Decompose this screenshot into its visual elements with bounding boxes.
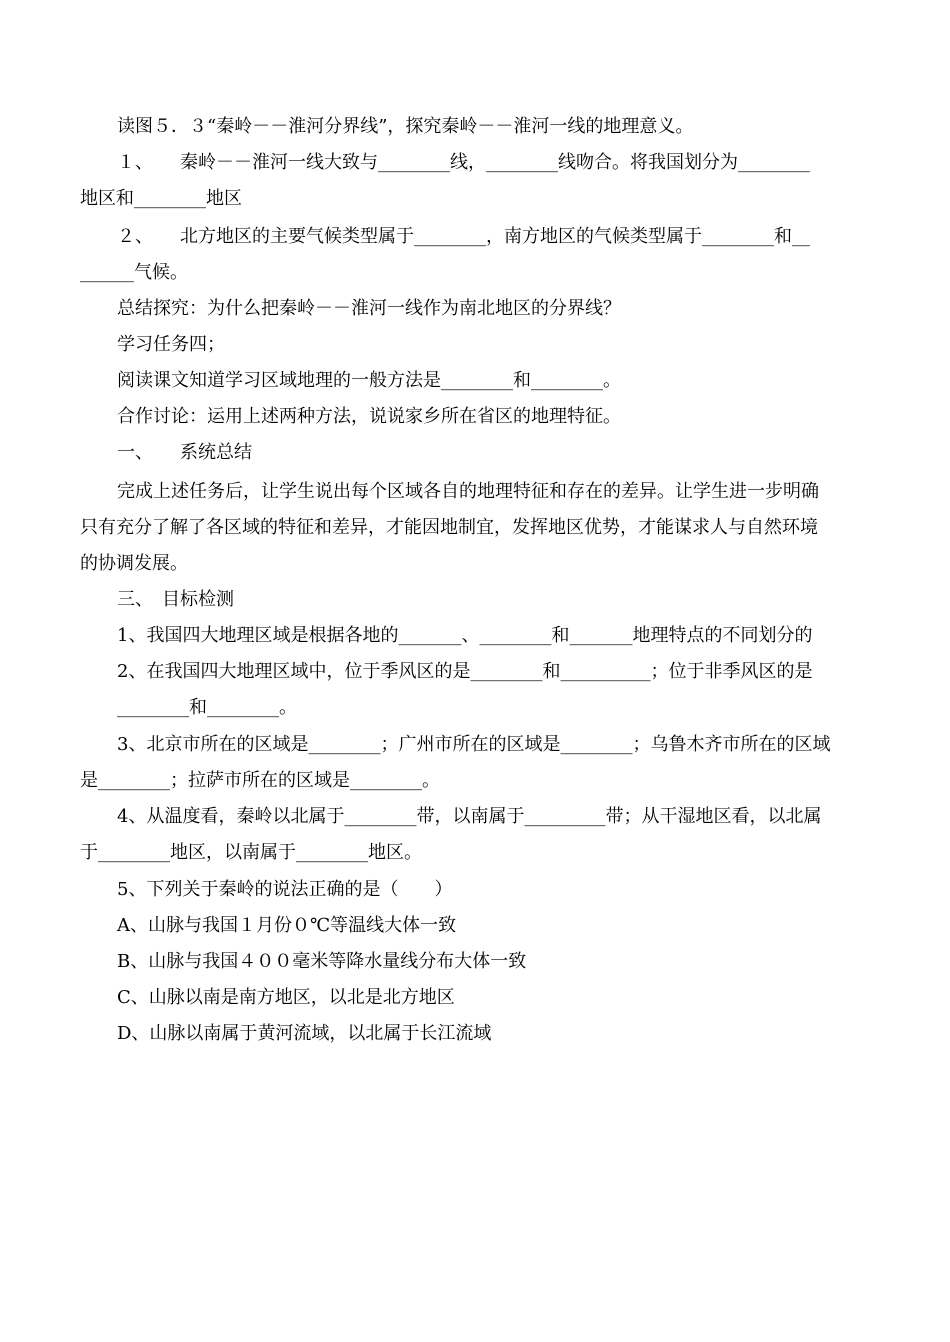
text-line: 只有充分了解了各区域的特征和差异，才能因地制宜，发挥地区优势，才能谋求人与自然环境: [80, 517, 818, 538]
question-1-line: [117, 152, 810, 174]
text-line: 2、在我国四大地理区域中，位于季风区的是________和__________；位于非季风区的是: [117, 661, 813, 682]
test-question-4: [117, 806, 821, 828]
text-line: 总结探究：为什么把秦岭－－淮河一线作为南北地区的分界线？: [117, 298, 621, 319]
text-line: 完成上述任务后，让学生说出每个区域各自的地理特征和存在的差异。让学生进一步明确: [117, 481, 819, 502]
text-line: 1、我国四大地理区域是根据各地的_______、________和_______地理特点的不同划分的: [117, 625, 813, 646]
test-question-3: [117, 734, 830, 756]
text-line: 合作讨论：运用上述两种方法，说说家乡所在省区的地理特征。: [117, 406, 621, 427]
text-line: １、 秦岭－－淮河一线大致与________线，________线吻合。将我国划分为________: [117, 152, 810, 173]
option-a: [117, 915, 456, 937]
option-b: [117, 951, 526, 973]
cooperative-discussion: [117, 406, 621, 428]
section-heading-target-test: [117, 589, 234, 611]
map-reading-intro: [117, 116, 693, 138]
text-line: 3、北京市所在的区域是________；广州市所在的区域是________；乌鲁木齐市所在的区域: [117, 734, 831, 755]
section-heading-summary: [117, 442, 252, 464]
learning-task-four: [117, 334, 225, 356]
test-question-4-continuation: [80, 842, 422, 864]
text-line: ______气候。: [80, 262, 188, 283]
question-2-line: [117, 226, 810, 248]
question-1-continuation: [80, 188, 242, 210]
text-line: 学习任务四；: [117, 334, 225, 355]
text-line: 4、从温度看，秦岭以北属于________带，以南属于_________带；从干湿地区看，以北属: [117, 806, 822, 827]
text-line: 于________地区，以南属于________地区。: [80, 842, 422, 863]
test-question-1: [117, 625, 812, 647]
reading-methods: [117, 370, 621, 392]
text-line: A、山脉与我国１月份０℃等温线大体一致: [117, 915, 457, 936]
text-line: ２、 北方地区的主要气候类型属于________，南方地区的气候类型属于________和__: [117, 226, 810, 247]
test-question-5: [117, 879, 452, 901]
text-line: C、山脉以南是南方地区，以北是北方地区: [117, 987, 455, 1008]
text-line: B、山脉与我国４００毫米等降水量线分布大体一致: [117, 951, 527, 972]
test-question-2-continuation: [117, 697, 297, 719]
summary-inquiry: [117, 298, 621, 320]
text-line: D、山脉以南属于黄河流域，以北属于长江流域: [117, 1023, 492, 1044]
option-c: [117, 987, 455, 1009]
question-2-continuation: [80, 262, 188, 284]
summary-paragraph-line: [117, 481, 819, 503]
test-question-3-continuation: [80, 770, 440, 792]
summary-paragraph-line: [80, 517, 818, 539]
text-line: 地区和________地区: [80, 188, 242, 209]
text-line: ________和________。: [117, 697, 297, 718]
text-line: 5、下列关于秦岭的说法正确的是（ ）: [117, 879, 453, 900]
text-line: 三、 目标检测: [117, 589, 234, 610]
text-line: 读图５．３“秦岭－－淮河分界线”，探究秦岭－－淮河一线的地理意义。: [117, 116, 694, 137]
option-d: [117, 1023, 491, 1045]
text-line: 一、 系统总结: [117, 442, 252, 463]
text-line: 的协调发展。: [80, 553, 188, 574]
text-line: 阅读课文知道学习区域地理的一般方法是________和________。: [117, 370, 621, 391]
text-line: 是________；拉萨市所在的区域是________。: [80, 770, 440, 791]
summary-paragraph-line: [80, 553, 188, 575]
test-question-2: [117, 661, 812, 683]
